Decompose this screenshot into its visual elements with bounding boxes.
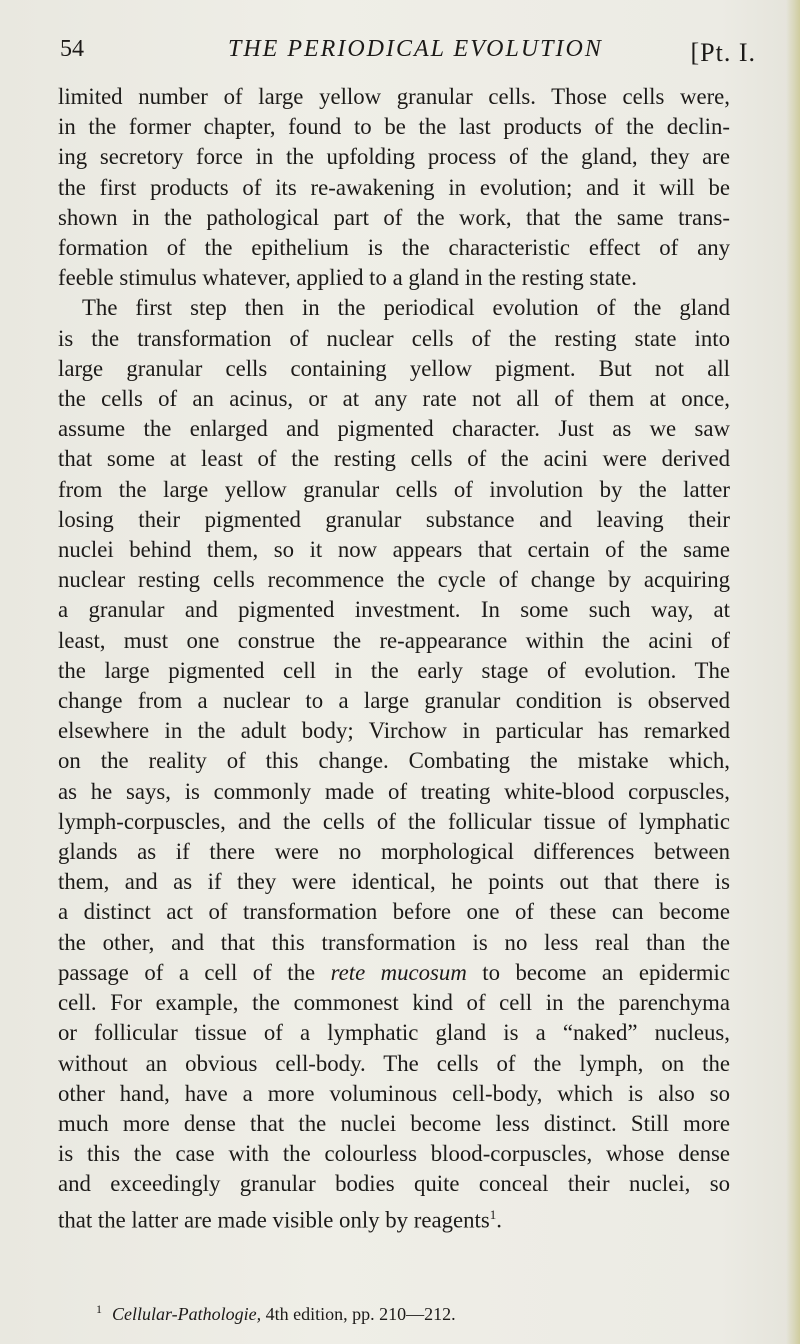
text-line: in the former chapter, found to be the last products of the declin- — [58, 114, 730, 140]
text-line: a granular and pigmented investment. In some such way, at — [58, 597, 730, 623]
text-line: and exceedingly granular bodies quite conceal their nuclei, so — [58, 1171, 730, 1197]
text-line: is the transformation of nuclear cells of the resting state into — [58, 325, 730, 351]
text-line: formation of the epithelium is the characteristic effect of any — [58, 235, 730, 261]
text-line: large granular cells containing yellow pigment. But not all — [58, 355, 730, 381]
text-line: assume the enlarged and pigmented character. Just as we saw — [58, 416, 730, 442]
text-line: or follicular tissue of a lymphatic gland is a “naked” nucleus, — [58, 1020, 730, 1046]
text-line: elsewhere in the adult body; Virchow in particular has remarked — [58, 718, 730, 744]
italic-term: rete mucosum — [330, 959, 467, 985]
part-label: [Pt. I. — [690, 38, 756, 67]
text-segment: to become an epidermic — [466, 959, 730, 985]
running-title: THE PERIODICAL EVOLUTION — [228, 36, 603, 62]
text-line: nuclear resting cells recommence the cycle of change by acquiring — [58, 567, 730, 593]
text-line: much more dense that the nuclei become less distinct. Still more — [58, 1110, 730, 1136]
text-segment: that the latter are made visible only by reagents — [58, 1207, 490, 1233]
text-line: other hand, have a more voluminous cell-body, which is also so — [58, 1080, 730, 1106]
page-edge-shadow — [786, 0, 800, 1344]
text-line: on the reality of this change. Combating the mistake which, — [58, 748, 730, 774]
text-line: the first products of its re-awakening in evolution; and it will be — [58, 174, 730, 200]
text-line: glands as if there were no morphological differences between — [58, 839, 730, 865]
footnote — [96, 1302, 716, 1325]
text-line: feeble stimulus whatever, applied to a gland in the resting state. — [58, 265, 637, 291]
text-line: the cells of an acinus, or at any rate not all of them at once, — [58, 386, 730, 412]
text-segment: . — [496, 1207, 502, 1233]
footnote-title: Cellular-Pathologie, — [112, 1304, 262, 1324]
page-number: 54 — [60, 36, 84, 62]
text-line: least, must one construe the re-appearance within the acini of — [58, 627, 730, 653]
text-line: without an obvious cell-body. The cells of the lymph, on the — [58, 1050, 730, 1076]
body-text — [58, 82, 730, 1235]
text-line: from the large yellow granular cells of involution by the latter — [58, 476, 730, 502]
text-line: The first step then in the periodical evolution of the gland — [82, 295, 730, 321]
text-line: a distinct act of transformation before one of these can become — [58, 899, 730, 925]
text-line: change from a nuclear to a large granular condition is observed — [58, 688, 730, 714]
text-line: that some at least of the resting cells of the acini were derived — [58, 446, 730, 472]
text-line: limited number of large yellow granular cells. Those cells were, — [58, 84, 730, 109]
footnote-marker: 1 — [96, 1302, 102, 1316]
footnote-text: 4th edition, pp. 210—212. — [261, 1304, 456, 1324]
text-line: as he says, is commonly made of treating white-blood corpuscles, — [58, 778, 730, 804]
text-line: shown in the pathological part of the work, that the same trans- — [58, 204, 730, 230]
text-line: the large pigmented cell in the early stage of evolution. The — [58, 657, 730, 683]
text-segment: passage of a cell of the — [58, 959, 331, 985]
text-line: ing secretory force in the upfolding process of the gland, they are — [58, 144, 730, 170]
text-line — [58, 958, 730, 988]
text-line: lymph-corpuscles, and the cells of the follicular tissue of lymphatic — [58, 808, 730, 834]
text-line: cell. For example, the commonest kind of cell in the parenchyma — [58, 990, 730, 1016]
text-line: is this the case with the colourless blood-corpuscles, whose dense — [58, 1141, 730, 1167]
text-line: losing their pigmented granular substance and leaving their — [58, 506, 730, 532]
text-line: nuclei behind them, so it now appears that certain of the same — [58, 537, 730, 563]
text-line: the other, and that this transformation is no less real than the — [58, 929, 730, 955]
text-line: them, and as if they were identical, he points out that there is — [58, 869, 730, 895]
running-header — [60, 28, 756, 72]
footnote-reference: 1 — [489, 1206, 497, 1222]
text-line — [58, 1200, 730, 1236]
